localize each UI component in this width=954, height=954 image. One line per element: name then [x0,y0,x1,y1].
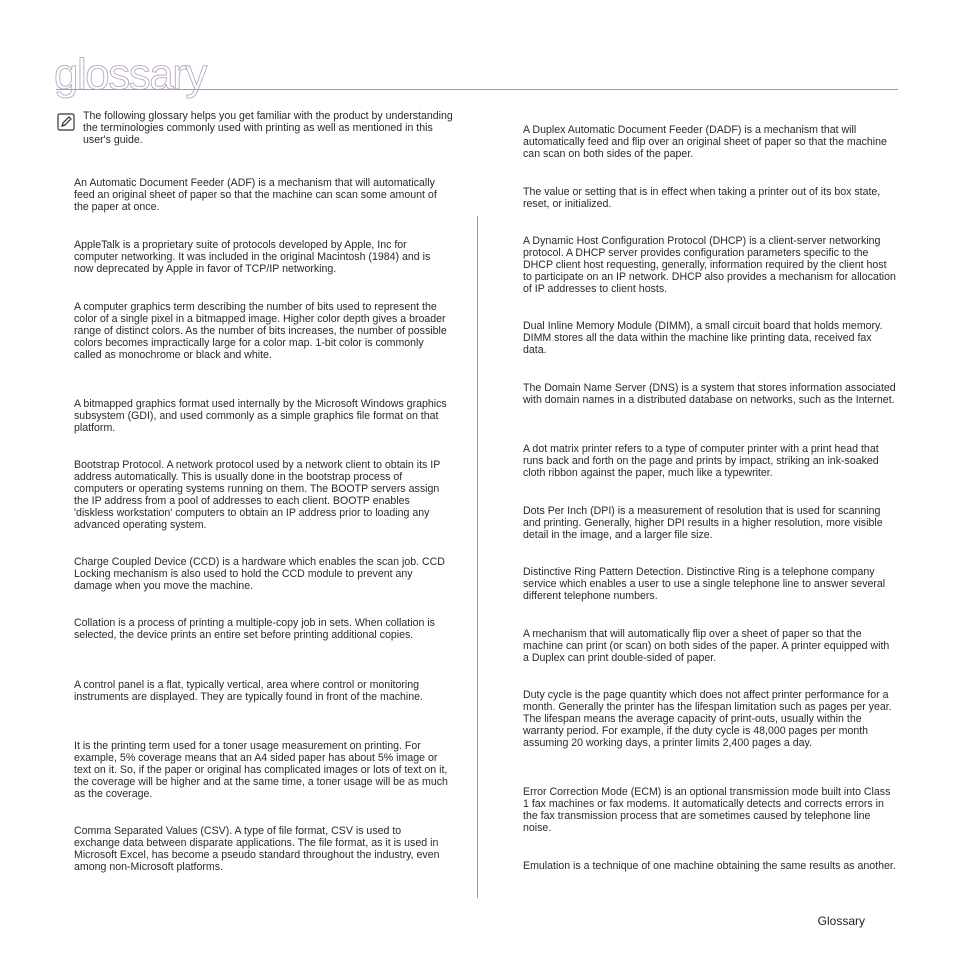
note-pencil-icon [57,113,75,131]
glossary-entry-default: The value or setting that is in effect when taking a printer out of its box state, reset, or initialized. [523,186,881,210]
glossary-entry-bit-depth: A computer graphics term describing the number of bits used to represent the color of a single pixel in a bitmapped image. Higher color depth gives a broader range of distinct colors. As the number of bits increases, the number of possible colors becomes impractically large for a color map. 1-bit color is commonly called as monochrome or black and white. [74,301,447,361]
column-divider [477,216,478,898]
footer-section-label: Glossary [817,914,865,928]
glossary-entry-ecm: Error Correction Mode (ECM) is an optional transmission mode built into Class 1 fax machines or fax modems. It automatically detects and corrects errors in the fax transmission process that are sometimes caused by telephone line noise. [523,786,891,834]
glossary-entry-dpi: Dots Per Inch (DPI) is a measurement of resolution that is used for scanning and printing. Generally, higher DPI results in a higher resolution, more visible detail in the image, and a larger file size. [523,505,883,541]
glossary-entry-collation: Collation is a process of printing a multiple-copy job in sets. When collation is selected, the device prints an entire set before printing additional copies. [74,617,435,641]
glossary-entry-emulation: Emulation is a technique of one machine obtaining the same results as another. [523,860,896,872]
glossary-entry-bootp: Bootstrap Protocol. A network protocol used by a network client to obtain its IP address automatically. This is usually done in the bootstrap process of computers or operating systems running on them. The BOOTP servers assign the IP address from a pool of addresses to each client. BOOTP enables 'diskless workstation' computers to obtain an IP address prior to loading any advanced operating system. [74,459,441,531]
page-title: glossary [54,50,206,99]
glossary-entry-dimm: Dual Inline Memory Module (DIMM), a small circuit board that holds memory. DIMM stores all the data within the machine like printing data, received fax data. [523,320,883,356]
note-text: The following glossary helps you get familiar with the product by understanding the terminologies commonly used with printing as well as mentioned in this user's guide. [83,110,453,146]
glossary-entry-drpd: Distinctive Ring Pattern Detection. Distinctive Ring is a telephone company service which enables a user to use a single telephone line to answer several different telephone numbers. [523,566,886,602]
glossary-entry-duplex: A mechanism that will automatically flip over a sheet of paper so that the machine can print (or scan) on both sides of the paper. A printer equipped with a Duplex can print double-sided of paper. [523,628,890,664]
glossary-entry-dadf: A Duplex Automatic Document Feeder (DADF) is a mechanism that will automatically feed and flip over an original sheet of paper so that the machine can scan on both sides of the paper. [523,124,887,160]
glossary-entry-dns: The Domain Name Server (DNS) is a system that stores information associated with domain names in a distributed database on networks, such as the Internet. [523,382,896,406]
glossary-entry-csv: Comma Separated Values (CSV). A type of file format, CSV is used to exchange data between disparate applications. The file format, as it is used in Microsoft Excel, has become a pseudo standard throughout the industry, even among non-Microsoft platforms. [74,825,440,873]
glossary-entry-appletalk: AppleTalk is a proprietary suite of protocols developed by Apple, Inc for computer networking. It was included in the original Macintosh (1984) and is now deprecated by Apple in favor of TCP/IP networking. [74,239,431,275]
glossary-entry-duty-cycle: Duty cycle is the page quantity which does not affect printer performance for a month. Generally the printer has the lifespan limitation such as pages per year. The lifespan means the average capacity of print-outs, usually within the warranty period. For example, if the duty cycle is 48,000 pages per month assuming 20 working days, a printer limits 2,400 pages a day. [523,689,892,749]
glossary-entry-adf: An Automatic Document Feeder (ADF) is a mechanism that will automatically feed an original sheet of paper so that the machine can scan some amount of the paper at once. [74,177,437,213]
glossary-entry-dhcp: A Dynamic Host Configuration Protocol (DHCP) is a client-server networking protocol. A DHCP server provides configuration parameters specific to the DHCP client host requesting, generally, information required by the client host to participate on an IP network. DHCP also provides a mechanism for allocation of IP addresses to client hosts. [523,235,896,295]
glossary-entry-ccd: Charge Coupled Device (CCD) is a hardware which enables the scan job. CCD Locking mechanism is also used to hold the CCD module to prevent any damage when you move the machine. [74,556,445,592]
glossary-entry-coverage: It is the printing term used for a toner usage measurement on printing. For example, 5% coverage means that an A4 sided paper has about 5% image or text on it. So, if the paper or original has complicated images or lots of text on it, the coverage will be higher and at the same time, a toner usage will be as much as the coverage. [74,740,448,800]
glossary-entry-control-panel: A control panel is a flat, typically vertical, area where control or monitoring instruments are displayed. They are typically found in front of the machine. [74,679,423,703]
glossary-entry-dot-matrix: A dot matrix printer refers to a type of computer printer with a print head that runs back and forth on the page and prints by impact, striking an ink-soaked cloth ribbon against the paper, much like a typewriter. [523,443,879,479]
glossary-entry-bmp: A bitmapped graphics format used internally by the Microsoft Windows graphics subsystem (GDI), and used commonly as a simple graphics file format on that platform. [74,398,447,434]
title-rule [56,89,898,90]
